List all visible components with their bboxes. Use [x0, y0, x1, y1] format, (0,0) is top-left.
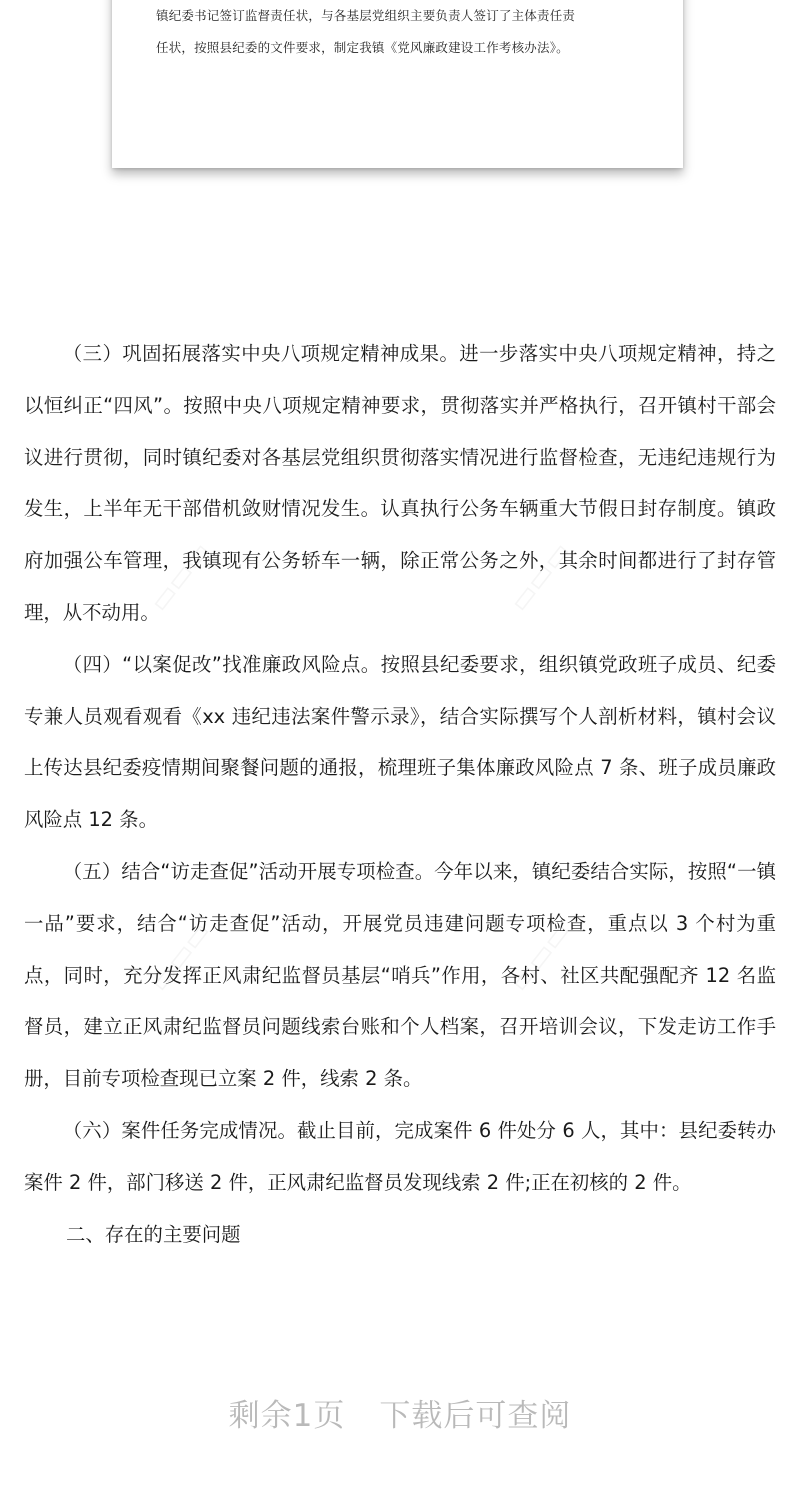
section-heading: 二、存在的主要问题 — [66, 1222, 241, 1246]
document-body — [24, 328, 776, 1260]
download-hint-text: 下载后可查阅 — [379, 1398, 572, 1434]
paragraph-section-6: （六）案件任务完成情况。截止目前，完成案件 6 件处分 6 人，其中：县纪委转办案件 2 件，部门移送 2 件，正风肃纪监督员发现线索 2 件;正在初核的 2 件。 — [24, 1118, 776, 1194]
watermark-mark: ▭▭▭ — [142, 915, 218, 998]
remaining-pages-text: 剩余1页 — [228, 1398, 346, 1434]
paragraph-section-4: （四）“以案促改”找准廉政风险点。按照县纪委要求，组织镇党政班子成员、纪委专兼人员观看观看《xx 违纪违法案件警示录》，结合实际撰写个人剖析材料，镇村会议上传达县纪委疫情期间聚餐问题的通报，梳理班子集体廉政风险点 7 条、班子成员廉政风险点 12 条。 — [24, 652, 776, 832]
watermark-mark: ▭▭▭ — [502, 535, 578, 618]
previous-page-line: 镇纪委书记签订监督责任状，与各基层党组织主要负责人签订了主体责任责 — [156, 8, 576, 23]
download-prompt-banner[interactable] — [0, 1390, 800, 1435]
paragraph-section-5: （五）结合“访走查促”活动开展专项检查。今年以来，镇纪委结合实际，按照“一镇一品”要求，结合“访走查促”活动，开展党员违建问题专项检查，重点以 3 个村为重点，同时，充分发挥正风肃纪监督员基层“哨兵”作用，各村、社区共配强配齐 12 名监督员，建立正风肃纪监督员问题线索台账和个人档案，召开培训会议，下发走访工作手册，目前专项检查现已立案 2 件，线索 2 条。 — [24, 859, 776, 1091]
paragraph-section-3: （三）巩固拓展落实中央八项规定精神成果。进一步落实中央八项规定精神，持之以恒纠正“四风”。按照中央八项规定精神要求，贯彻落实并严格执行，召开镇村干部会议进行贯彻，同时镇纪委对各基层党组织贯彻落实情况进行监督检查，无违纪违规行为发生，上半年无干部借机敛财情况发生。认真执行公务车辆重大节假日封存制度。镇政府加强公车管理，我镇现有公务轿车一辆，除正常公务之外，其余时间都进行了封存管理，从不动用。 — [24, 342, 776, 624]
previous-page-card — [112, 0, 683, 168]
previous-page-line: 任状，按照县纪委的文件要求，制定我镇《党风廉政建设工作考核办法》。 — [156, 40, 569, 55]
watermark-mark: ▭▭▭ — [142, 535, 218, 618]
watermark-mark: ▭▭▭ — [502, 915, 578, 998]
